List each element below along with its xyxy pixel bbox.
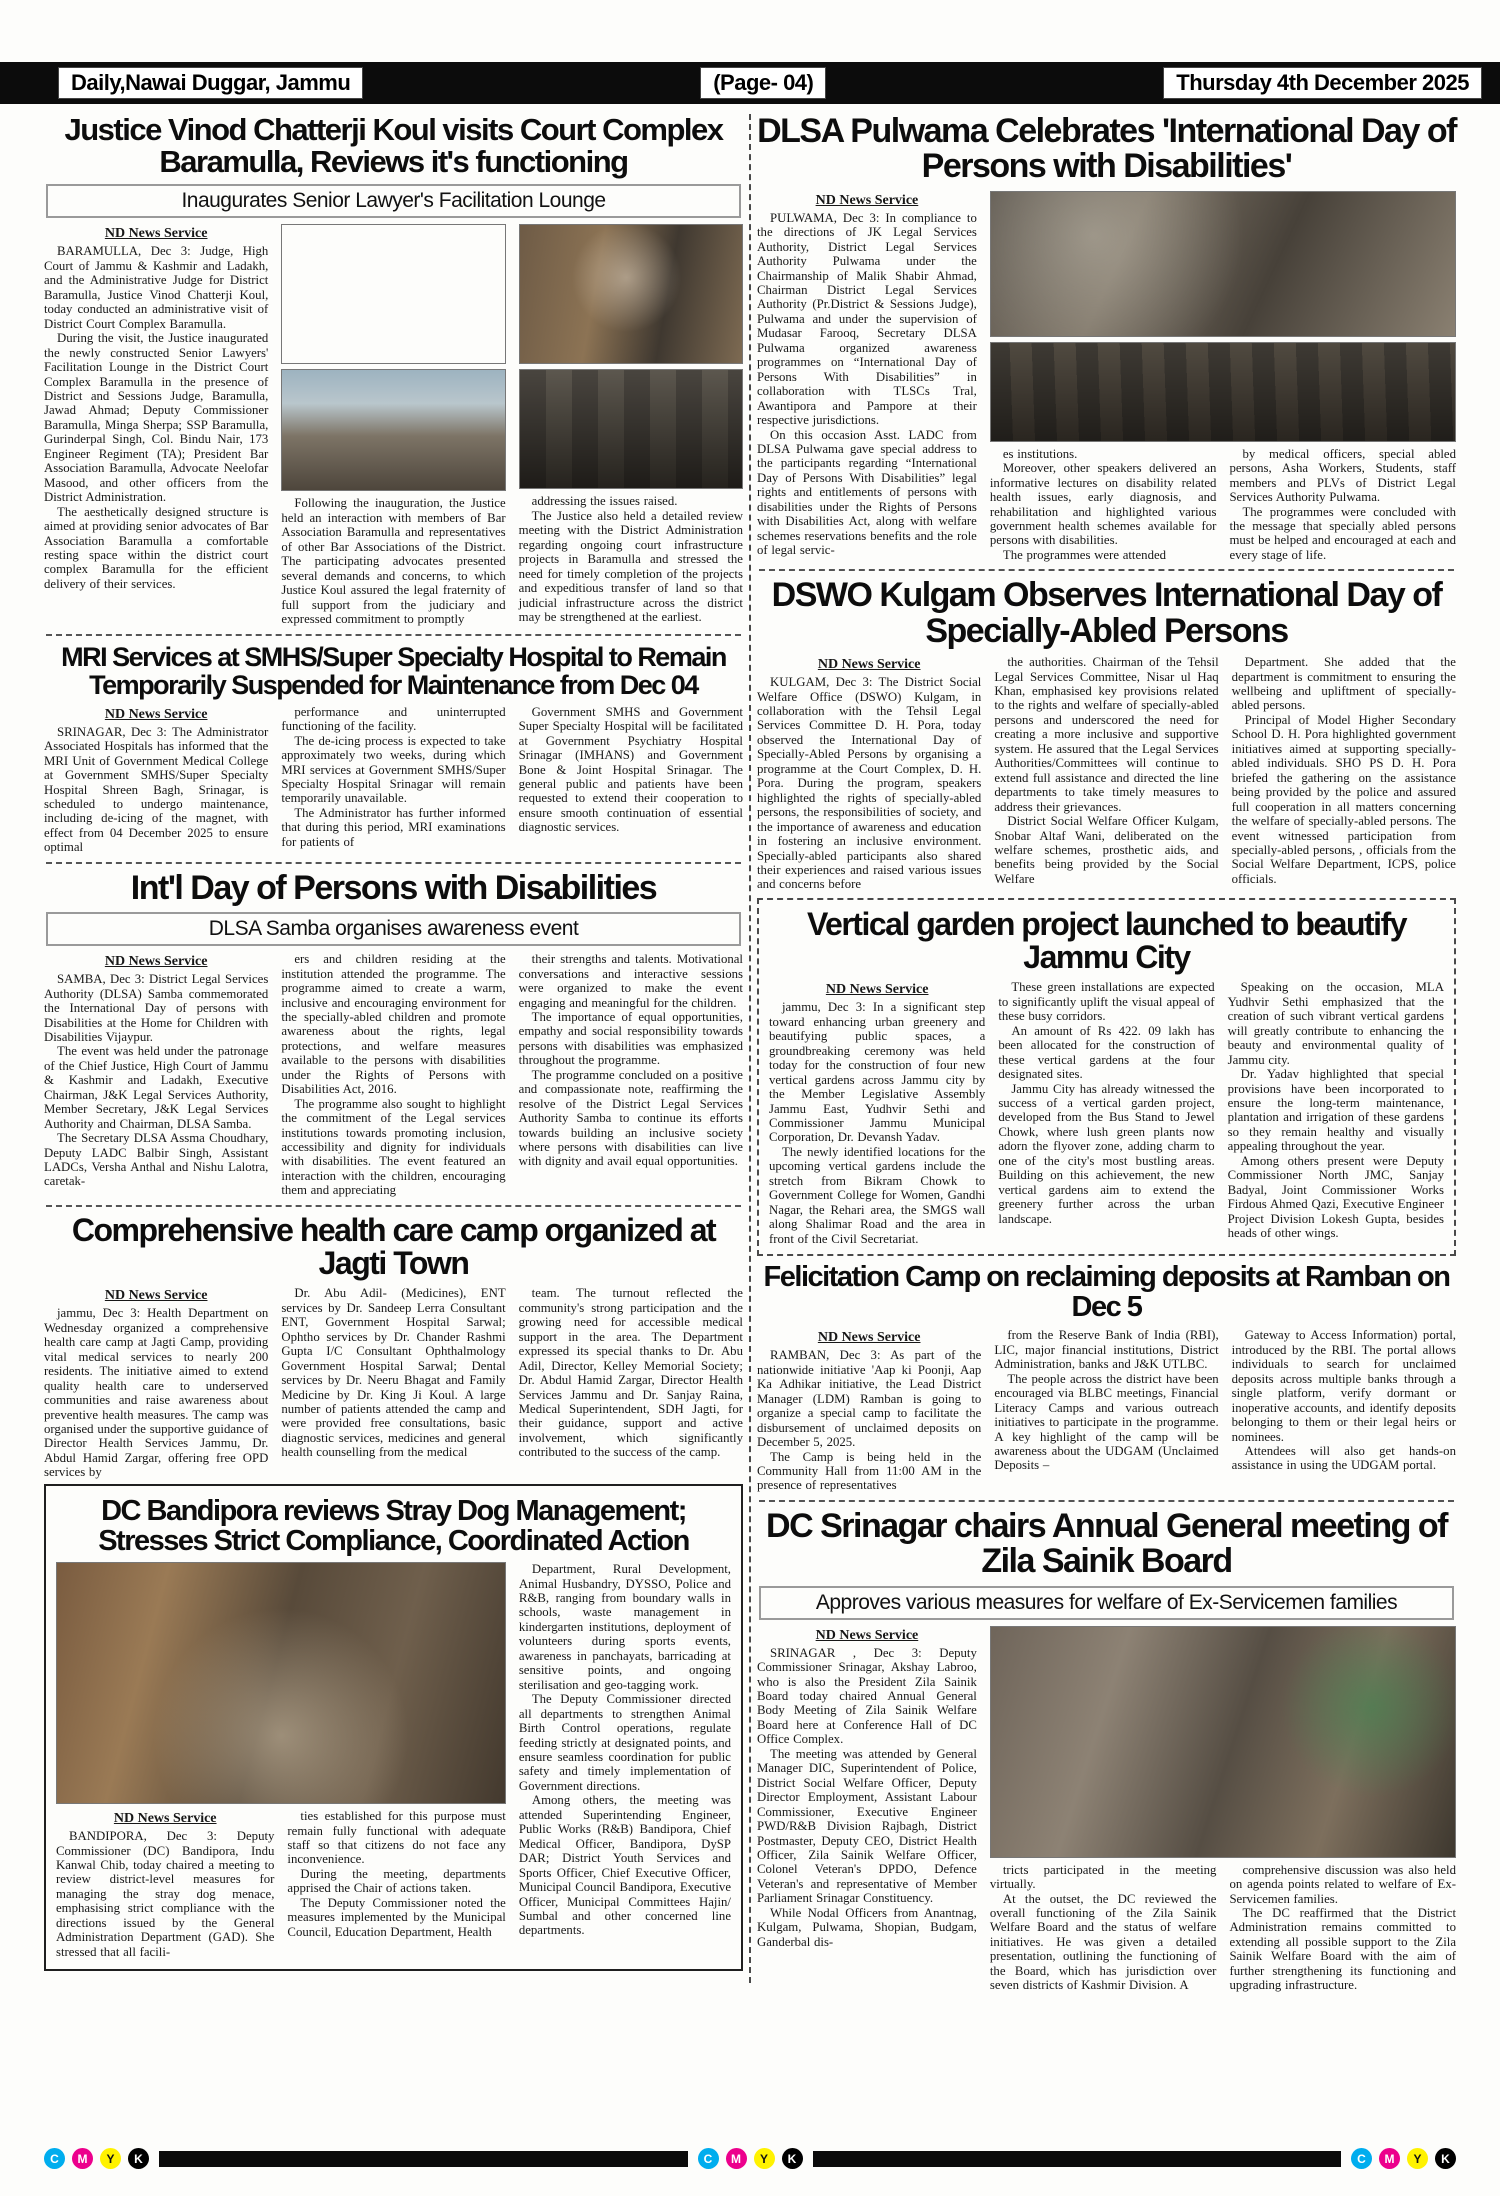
registration-marks-left	[44, 2148, 149, 2169]
headline-vertical-garden: Vertical garden project launched to beautify Jammu City	[806, 905, 1407, 976]
article-vertical-garden	[757, 898, 1456, 1256]
byline: ND News Service	[104, 954, 208, 970]
body-text: PULWAMA, Dec 3: In compliance to the directions of JK Legal Services Authority, District Legal Services Authority Pulwama under the Chairmanship of Malik Shabir Ahmad, Chairman District Legal Services Authority (Pr.District & Sessions Judge), Pulwama and under the supervision of Mudasar Farooq, Secretary DLSA Pulwama organized awareness programmes on “International Day of Persons With Disabilities” in collaboration with TLSCs Tral, Awantipora and Pampore at their respective jurisdictions. On this occasion Asst. LADC from DLSA Pulwama gave special address to the participants regarding “International Day of Persons With Disabilities” legal rights and entitlements of persons with disabilities under the Rights of Persons with Disabilities Act, along with welfare schemes reservations benefits and the role of legal servic-	[757, 210, 977, 558]
intl-day-column-1	[44, 952, 268, 1198]
srinagar-column-1	[757, 1626, 977, 1993]
registration-bar	[159, 2151, 688, 2167]
srinagar-column-3	[1229, 1863, 1456, 1993]
bandipora-meeting-photo	[56, 1562, 506, 1804]
health-camp-column-2	[281, 1286, 505, 1479]
magenta-registration-icon: M	[726, 2148, 747, 2169]
justice-column-1	[44, 224, 268, 626]
byline: ND News Service	[104, 706, 208, 722]
felicitation-column-3	[1232, 1328, 1456, 1493]
byline: ND News Service	[817, 657, 921, 673]
vertical-garden-column-2	[998, 980, 1214, 1246]
issue-date: Thursday 4th December 2025	[1163, 67, 1482, 99]
bandipora-column-1	[56, 1809, 274, 1959]
body-text: Department, Rural Development, Animal Husbandry, DYSSO, Police and R&B, ranging from boundary walls in schools, waste management in kindergarten institutions, deployment of volunteers during sports events, awareness in panchayats, barricading at sensitive points, and ongoing sterilisation and geo-tagging work. The Deputy Commissioner directed all departments to strengthen Animal Birth Control operations, regulate feeding strictly at designated points, and ensure seamless coordination for public safety and timely implementation of Government directions. Among others, the meeting was attended Superintending Engineer, Public Works (R&B) Bandipora, Chief Medical Officer, Bandipora, DySP DAR; District Youth Services and Sports Officer, Chief Executive Officer, Municipal Council Bandipora, Executive Officer, Municipal Committees Hajin/ Sumbal and other concerned line departments.	[518, 1562, 731, 1938]
cyan-registration-icon: C	[1351, 2148, 1372, 2169]
pulwama-photo-and-columns	[990, 191, 1456, 563]
byline: ND News Service	[815, 192, 919, 208]
body-text: from the Reserve Bank of India (RBI), LIC, major financial institutions, District Administration, banks and J&K UTLBC. The people across the district have been encouraged via BLBC meetings, Financial Literacy Camps and various outreach initiatives to participate in the programme. A key highlight of the camp will be awareness about the UDGAM (Unclaimed Deposits –	[994, 1328, 1219, 1473]
masthead-bar	[0, 62, 1500, 104]
pulwama-awareness-session-photo	[990, 191, 1456, 337]
print-registration-row	[44, 2148, 1456, 2169]
body-text: performance and uninterrupted functioning of the facility. The de-icing process is expected to take approximately two weeks, during which MRI services at Government SMHS/Super Specialty Hospital Srinagar will remain temporarily unavailable. The Administrator has further informed that during this period, MRI examinations for patients of	[281, 704, 506, 849]
body-text: Department. She added that the department is commitment to ensuring the wellbeing and upliftment of specially-abled persons. Principal of Model Higher Secondary School D. H. Pora highlighted government initiatives aimed at supporting specially-abled individuals. SHO PS D. H. Pora briefed the gathering on the assistance being provided by the police and assured full cooperation in all matters concerning the welfare of specially-abled persons. The event witnessed participation from specially-abled persons, , officials from the Social Welfare Department, ICPS, police officials.	[1231, 655, 1456, 886]
bandipora-photo-and-columns	[56, 1562, 506, 1959]
black-registration-icon: K	[1435, 2148, 1456, 2169]
bandipora-column-2	[287, 1809, 505, 1959]
headline-dswo-kulgam: DSWO Kulgam Observes International Day of Specially-Abled Persons	[771, 576, 1442, 650]
body-text: by medical officers, special abled persons, Asha Workers, Students, staff members and PLVs of District Legal Services Authority Pulwama. The programmes were concluded with the message that specially abled persons must be helped and encouraged at each and every stage of life.	[1229, 446, 1456, 562]
body-text: tricts participated in the meeting virtually. At the outset, the DC reviewed the overall functioning of the Zila Sainik Welfare Board and the status of welfare initiatives. He was given a detailed presentation, outlining the functioning of the Board, which has jurisdiction over seven districts of Kashmir Division. A	[989, 1862, 1217, 1993]
article-justice-koul	[44, 114, 743, 627]
black-registration-icon: K	[782, 2148, 803, 2169]
justice-speech-photo	[519, 224, 743, 364]
article-dswo-kulgam	[757, 578, 1456, 892]
article-separator	[759, 569, 1454, 571]
page-number: (Page- 04)	[700, 67, 826, 99]
body-text: jammu, Dec 3: Health Department on Wednesday organized a comprehensive health care camp at Jagti Camp, providing vital medical services to nearly 200 residents. The initiative aimed to extend quality health care to underserved communities and raise awareness about preventive health measures. The camp was organised under the supportive guidance of Director Health Services Jammu, Dr. Abdul Hamid Zargar, offering free OPD services by	[44, 1306, 269, 1480]
article-intl-day-disabilities	[44, 868, 743, 1198]
magenta-registration-icon: M	[72, 2148, 93, 2169]
subhead-justice-koul: Inaugurates Senior Lawyer's Facilitation Lounge	[46, 184, 741, 218]
bar-meeting-audience-photo	[519, 369, 743, 489]
article-separator	[46, 862, 741, 864]
pulwama-gathering-photo	[990, 342, 1456, 442]
body-text: addressing the issues raised. The Justice also held a detailed review meeting with the District Administration regarding ongoing court infrastructure projects in Baramulla and stressed the need for timely completion of the projects and expeditious transfer of land so that judicial infrastructure across the district may be strengthened at the earliest.	[518, 494, 743, 625]
headline-intl-day: Int'l Day of Persons with Disabilities	[130, 868, 657, 907]
body-text: BARAMULLA, Dec 3: Judge, High Court of Jammu & Kashmir and Ladakh, and the Administrative Judge for District Baramulla, Justice Vinod Chatterji Koul, today conducted an administrative visit of District Court Complex Baramulla. During the visit, the Justice inaugurated the newly constructed Senior Lawyers' Facilitation Lounge in the District Court Complex Baramulla in the presence of District and Sessions Judge, Baramulla, Jawad Ahmad; Deputy Commissioner Baramulla, Minga Sherpa; SSP Baramulla, Gurinderpal Singh, Col. Bindu Nair, 173 Engineer Regiment (TA); President Bar Association Baramulla, Advocate Neelofar Masood, and other officers from the District Administration. The aesthetically designed structure is aimed at providing senior advocates of Bar Association Baramulla a comfortable resting space within the district court complex Baramulla for the efficient delivery of their services.	[44, 244, 269, 591]
body-text: Government SMHS and Government Super Specialty Hospital will be facilitated at Government Psychiatry Hospital Srinagar (IMHANS) and Government Bone & Joint Hospital Srinagar. The general public and patients have been requested to extend their cooperation to ensure smooth continuation of essential diagnostic services.	[518, 704, 743, 835]
body-text: SRINAGAR , Dec 3: Deputy Commissioner Srinagar, Akshay Labroo, who is also the President Zila Sainik Board today chaired Annual General Body Meeting of Zila Sainik Welfare Board here at Conference Hall of DC Office Complex. The meeting was attended by General Manager DIC, Superintendent of Police, District Social Welfare Officer, Deputy Director Employment, Assistant Labour Commissioner, Executive Engineer PWD/R&B Division Rajbagh, District Postmaster, Deputy CEO, District Health Officer, Zila Sainik Welfare Officer, Colonel Veteran's DPDO, Defence Veteran's and representative of Member Parliament Srinagar Constituency. While Nodal Officers from Anantnag, Kulgam, Pulwama, Shopian, Budgam, Ganderbal dis-	[757, 1645, 977, 1949]
body-text: ties established for this purpose must remain fully functional with adequate staff so that citizens do not face any inconvenience. During the meeting, departments apprised the Chair of actions taken. The Deputy Commissioner noted the measures implemented by the Municipal Council, Education Department, Health	[287, 1809, 506, 1939]
byline: ND News Service	[104, 226, 208, 242]
body-text: These green installations are expected to significantly uplift the visual appeal of these busy corridors. An amount of Rs 422. 09 lakh has been allocated for the construction of these vertical gardens at the four designated sites. Jammu City has already witnessed the success of a vertical garden project, developed from the Bus Stand to Jewel Chowk, where lush green plants now adorn the flyover zone, adding charm to one of the city's most bustling areas. Building on this achievement, the new vertical gardens aim to extend the greenery further across the urban landscape.	[998, 980, 1215, 1226]
body-text: their strengths and talents. Motivational conversations and interactive sessions were organized to make the event engaging and meaningful for the children. The importance of equal opportunities, empathy and social responsibility towards persons with disabilities was emphasized throughout the programme. The programme concluded on a positive and compassionate note, reaffirming the resolve of the District Legal Services Authority Samba to continue its efforts towards building an inclusive society where persons with disabilities can live with dignity and avail equal opportunities.	[518, 952, 743, 1169]
black-registration-icon: K	[128, 2148, 149, 2169]
yellow-registration-icon: Y	[100, 2148, 121, 2169]
byline: ND News Service	[817, 1330, 921, 1346]
byline: ND News Service	[113, 1811, 217, 1827]
article-health-camp	[44, 1211, 743, 1480]
left-page-half	[44, 112, 743, 1993]
body-text: team. The turnout reflected the community's strong participation and the growing need for accessible medical support in the area. The Department expressed its special thanks to Dr. Abu Adil, Director, Kelley Memorial Society; Dr. Abdul Hamid Zargar, Director Health Services Jammu and Dr. Sanjay Raina, Medical Superintendent, SDH Jagti, for their guidance, support and active involvement, which significantly contributed to the success of the camp.	[518, 1286, 743, 1460]
vertical-garden-column-3	[1228, 980, 1444, 1246]
registration-marks-center	[698, 2148, 803, 2169]
body-text: ers and children residing at the institution attended the programme. The programme aimed to create a warm, inclusive and encouraging environment for the specially-abled children and promote awareness about the rights, legal protections, and welfare measures available to the persons with disabilities under the Rights of Persons with Disabilities Act, 2016. The programme also sought to highlight the commitment of the Legal services institutions towards promoting inclusion, accessibility and dignity for individuals with disabilities. The event featured an interaction with the children, encouraging them and appreciating	[281, 952, 506, 1198]
headline-mri-services: MRI Services at SMHS/Super Specialty Hospital to Remain Temporarily Suspended for Maintenance from Dec 04	[61, 641, 726, 700]
body-text: SRINAGAR, Dec 3: The Administrator Associated Hospitals has informed that the MRI Unit of Government Medical College at Government SMHS/Super Specialty Hospital Shreen Bagh, Srinagar, is scheduled to undergo maintenance, including de-icing of the magnet, with effect from 04 December 2025 to ensure optimal	[44, 724, 269, 855]
article-separator	[46, 634, 741, 636]
headline-bandipora: DC Bandipora reviews Stray Dog Management; Stresses Strict Compliance, Coordinated Action	[98, 1494, 689, 1557]
court-building-photo	[281, 369, 505, 491]
article-bandipora-stray-dog	[44, 1484, 743, 1971]
kulgam-column-2	[994, 655, 1218, 892]
body-text: Following the inauguration, the Justice held an interaction with members of Bar Association Baramulla and representatives of other Bar Associations of the District. The participating advocates presented several demands and concerns, to which Justice Koul assured the legal fraternity of full support from the judiciary and expressed commitment to promptly	[281, 496, 506, 627]
article-separator	[759, 1500, 1454, 1502]
justice-column-3	[519, 224, 743, 626]
health-camp-column-3	[519, 1286, 743, 1479]
byline: ND News Service	[815, 1627, 919, 1643]
intl-day-column-3	[519, 952, 743, 1198]
article-separator	[46, 1205, 741, 1207]
body-text: jammu, Dec 3: In a significant step toward enhancing urban greenery and beautifying public spaces, a groundbreaking ceremony was held today for the construction of four new vertical gardens across Jammu city by the Member Legislative Assembly Jammu East, Yudhvir Sethi and Commissioner Jammu Municipal Corporation, Dr. Devansh Yadav. The newly identified locations for the upcoming vertical gardens include the stretch from Bikram Chowk to Government College for Women, Gandhi Nagar, the Rehari area, the SMGS wall along Shalimar Road and the area in front of the Civil Secretariat.	[769, 1000, 986, 1246]
intl-day-column-2	[281, 952, 505, 1198]
body-text: Dr. Abu Adil- (Medicines), ENT services by Dr. Sandeep Lerra Consultant ENT, Government Hospital Sarwal; Ophtho services by Dr. Chander Rashmi Gupta I/C Consultant Ophthalmology Government Hospital Sarwal; Dental services by Dr. Neeru Bhagat and Family Medicine by Dr. King Ji Koul. A large number of patients attended the camp and were provided free consultations, basic diagnostic services, medicines and general health counselling from the medical	[281, 1286, 506, 1460]
article-dc-srinagar	[757, 1506, 1456, 1993]
article-felicitation-camp	[757, 1262, 1456, 1493]
felicitation-column-2	[994, 1328, 1218, 1493]
mri-column-1	[44, 705, 268, 855]
article-mri-services	[44, 643, 743, 855]
subhead-dc-srinagar: Approves various measures for welfare of Ex-Servicemen families	[759, 1586, 1454, 1620]
health-camp-column-1	[44, 1286, 268, 1479]
subhead-intl-day: DLSA Samba organises awareness event	[46, 912, 741, 946]
cyan-registration-icon: C	[44, 2148, 65, 2169]
center-column-divider	[749, 114, 751, 1983]
body-text: RAMBAN, Dec 3: As part of the nationwide initiative 'Aap ki Poonji, Aap Ka Adhikar initiative, the Lead District Manager (LDM) Ramban is going to organize a special camp to facilitate the disbursement of unclaimed deposits on December 5, 2025. The Camp is being held in the Community Hall from 11:00 AM in the presence of representatives	[757, 1348, 982, 1493]
body-text: Gateway to Access Information) portal, introduced by the RBI. The portal allows individuals to search for unclaimed deposits across multiple banks through a single platform, verify dormant or inoperative accounts, and identify deposits belonging to them or their legal heirs or nominees. Attendees will also get hands-on assistance in using the UDGAM portal.	[1231, 1328, 1456, 1473]
yellow-registration-icon: Y	[754, 2148, 775, 2169]
sainik-board-meeting-photo	[990, 1626, 1456, 1858]
pulwama-column-3	[1229, 447, 1456, 563]
masthead-title: Daily,Nawai Duggar, Jammu	[58, 67, 363, 99]
kulgam-column-1	[757, 655, 981, 892]
kulgam-column-3	[1232, 655, 1456, 892]
mri-column-3	[519, 705, 743, 855]
pulwama-column-1	[757, 191, 977, 563]
headline-health-camp: Comprehensive health care camp organized at Jagti Town	[71, 1211, 716, 1282]
byline: ND News Service	[825, 982, 929, 998]
right-page-half	[757, 112, 1456, 1993]
body-text: es institutions. Moreover, other speakers delivered an informative lectures on disability related health issues, early diagnosis, and rehabilitation and highlighted various government health schemes available for persons with disabilities. The programmes were attended	[989, 446, 1217, 562]
registration-marks-right	[1351, 2148, 1456, 2169]
vertical-garden-column-1	[769, 980, 985, 1246]
magenta-registration-icon: M	[1379, 2148, 1400, 2169]
body-text: comprehensive discussion was also held on agenda points related to welfare of Ex-Servicemen families. The DC reaffirmed that the District Administration remains committed to extending all possible support to the Zila Sainik Welfare Board with the aim of further strengthening its functioning and upgrading infrastructure.	[1229, 1862, 1456, 1993]
body-text: the authorities. Chairman of the Tehsil Legal Services Committee, Nisar ul Haq Khan, emphasised key provisions related to the rights and welfare of specially-abled persons and underscored the need for creating a more inclusive and supportive system. He assured that the Legal Services Authorities/Committees will continue to extend full assistance and directed the line departments to take timely measures to address their grievances. District Social Welfare Officer Kulgam, Snobar Altaf Wani, deliberated on the welfare schemes, prosthetic aids, and benefits being provided by the Social Welfare	[994, 655, 1219, 886]
body-text: BANDIPORA, Dec 3: Deputy Commissioner (DC) Bandipora, Indu Kanwal Chib, today chaired a meeting to review district-level measures for managing the stray dog menace, emphasising strict compliance with the directions issued by the General Administration Department (GAD). She stressed that all facili-	[56, 1829, 275, 1959]
headline-dlsa-pulwama: DLSA Pulwama Celebrates 'International Day of Persons with Disabilities'	[757, 112, 1456, 186]
headline-felicitation: Felicitation Camp on reclaiming deposits at Ramban on Dec 5	[763, 1261, 1450, 1324]
mri-column-2	[281, 705, 505, 855]
article-dlsa-pulwama	[757, 114, 1456, 562]
body-text: KULGAM, Dec 3: The District Social Welfare Office (DSWO) Kulgam, in collaboration with the Tehsil Legal Services Committee D. H. Pora, today observed the International Day of Specially-Abled Persons by organising a programme at the Court Complex, D. H. Pora. During the program, speakers highlighted the rights of specially-abled persons, the responsibilities of society, and the importance of awareness and education in fostering an inclusive environment. Specially-abled participants also shared their experiences and raised various issues and concerns before	[757, 675, 982, 892]
byline: ND News Service	[104, 1288, 208, 1304]
registration-bar	[813, 2151, 1342, 2167]
body-text: Speaking on the occasion, MLA Yudhvir Sethi emphasized that the creation of such vibrant vertical gardens will greatly contribute to enhancing the beauty and environmental quality of Jammu city. Dr. Yadav highlighted that special provisions have been incorporated to ensure the long-term maintenance, plantation and irrigation of these gardens so they remain healthy and visually appealing throughout the year. Among others present were Deputy Commissioner North JMC, Sanjay Badyal, Joint Commissioner Works Firdous Ahmed Qazi, Executive Engineer Project Division Lokesh Gupta, besides heads of other wings.	[1227, 980, 1444, 1241]
justice-column-2	[281, 224, 505, 626]
ribbon-cutting-photo	[281, 224, 505, 364]
yellow-registration-icon: Y	[1407, 2148, 1428, 2169]
cyan-registration-icon: C	[698, 2148, 719, 2169]
srinagar-column-2	[990, 1863, 1217, 1993]
pulwama-column-2	[990, 447, 1217, 563]
srinagar-photo-and-columns	[990, 1626, 1456, 1993]
bandipora-column-3	[519, 1562, 731, 1959]
headline-dc-srinagar: DC Srinagar chairs Annual General meeting of Zila Sainik Board	[766, 1506, 1447, 1581]
body-text: SAMBA, Dec 3: District Legal Services Authority (DLSA) Samba commemorated the International Day of persons with Disabilities at the Home for Children with Disabilities Vijaypur. The event was held under the patronage of the Chief Justice, High Court of Jammu & Kashmir and Ladakh, Executive Chairman, J&K Legal Services Authority, Member Secretary, J&K Legal Services Authority and Chairman, DLSA Samba. The Secretary DLSA Assma Choudhary, Deputy LADC Balbir Singh, Assistant LADCs, Versha Anthal and Nishu Lalotra, caretak-	[44, 972, 269, 1189]
felicitation-column-1	[757, 1328, 981, 1493]
headline-justice-koul: Justice Vinod Chatterji Koul visits Court Complex Baramulla, Reviews it's functioning	[64, 112, 723, 180]
